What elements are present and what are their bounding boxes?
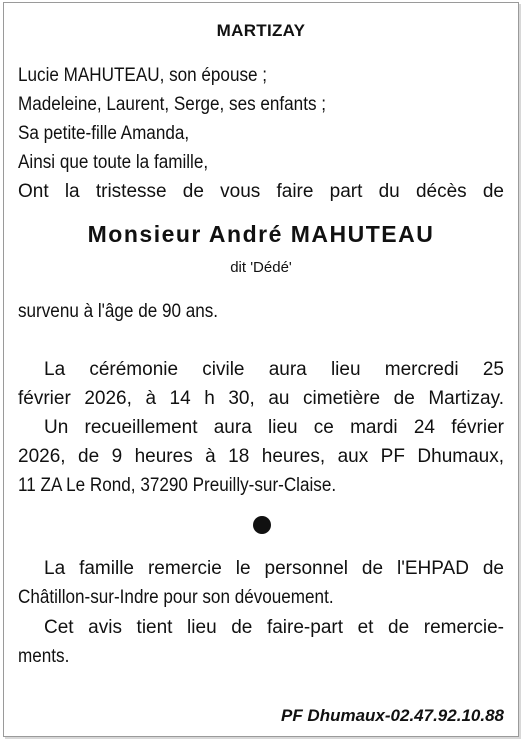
family-line-family: Ainsi que toute la famille, [18,152,209,173]
ceremony-line-2: février 2026, à 14 h 30, au cimetière de Martizay. [18,388,504,409]
deceased-name: Monsieur André MAHUTEAU [87,221,435,247]
notice-line-2: ments. [18,646,70,667]
visitation-line-2: 2026, de 9 heures à 18 heures, aux PF Dhumaux, [18,446,504,467]
separator-dot [253,516,271,534]
family-line-spouse: Lucie MAHUTEAU, son épouse ; [18,65,268,86]
obituary-notice [3,2,519,737]
thanks-line-1: La famille remercie le personnel de l'EHPAD de [44,558,504,579]
family-line-granddaughter: Sa petite-fille Amanda, [18,123,190,144]
age-line: survenu à l'âge de 90 ans. [18,301,219,322]
ceremony-line-1: La cérémonie civile aura lieu mercredi 25 [44,359,504,380]
town-heading: MARTIZAY [216,21,306,40]
notice-line-1: Cet avis tient lieu de faire-part et de remercie- [44,617,504,638]
deceased-nickname: dit 'Dédé' [230,259,292,276]
funeral-home-signature: PF Dhumaux-02.47.92.10.88 [280,706,504,725]
family-line-children: Madeleine, Laurent, Serge, ses enfants ; [18,94,326,115]
announcement-line: Ont la tristesse de vous faire part du décès de [18,181,504,202]
visitation-address: 11 ZA Le Rond, 37290 Preuilly-sur-Claise. [18,475,337,496]
visitation-line-1: Un recueillement aura lieu ce mardi 24 février [44,417,504,438]
thanks-line-2: Châtillon-sur-Indre pour son dévouement. [18,587,334,608]
